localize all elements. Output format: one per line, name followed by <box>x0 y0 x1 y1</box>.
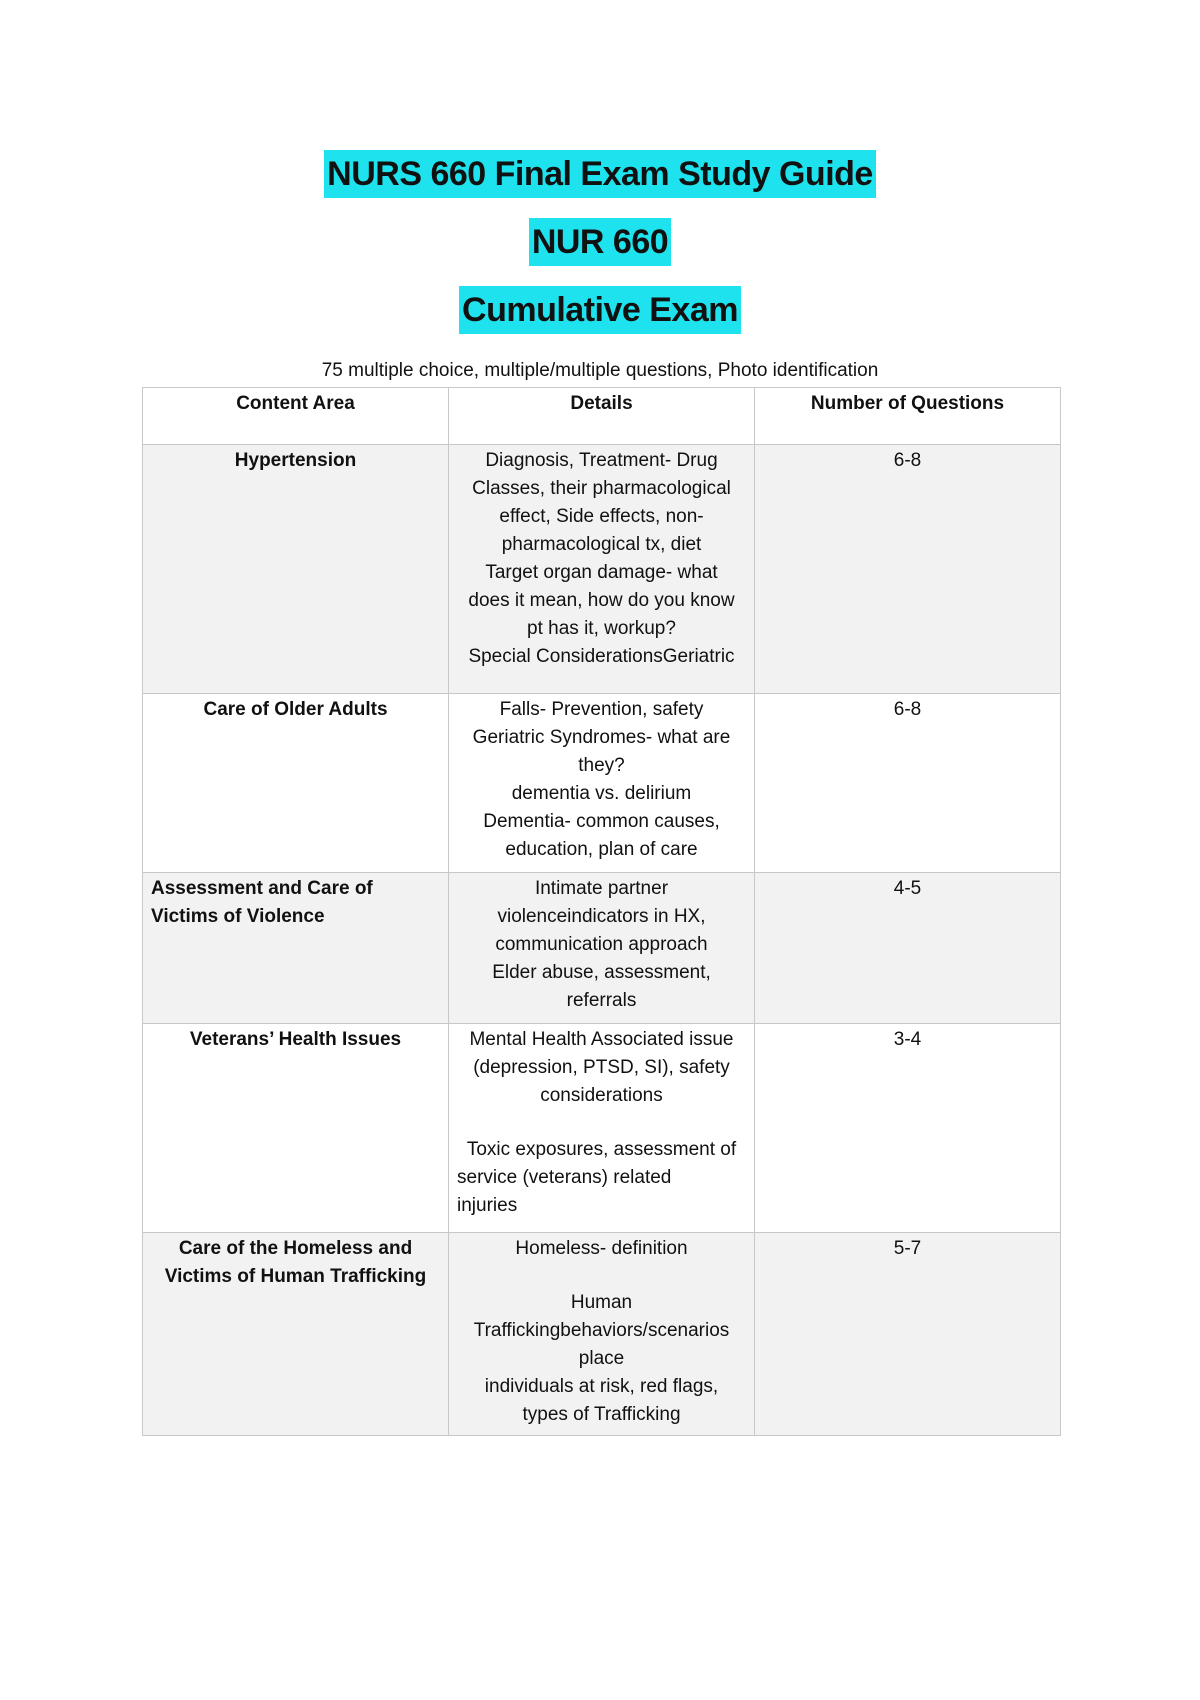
question-count-cell: 3-4 <box>755 1024 1061 1233</box>
content-area-line: Care of the Homeless and <box>178 1238 413 1259</box>
detail-line: injuries <box>457 1195 518 1216</box>
detail-line: place <box>578 1348 625 1369</box>
detail-line: Falls- Prevention, safety <box>499 699 704 720</box>
detail-line: Traffickingbehaviors/scenarios <box>473 1320 730 1341</box>
table-row <box>143 1233 1061 1436</box>
detail-line: Geriatric Syndromes- what are <box>472 727 731 748</box>
detail-line: they? <box>578 755 625 776</box>
detail-line: individuals at risk, red flags, <box>484 1376 719 1397</box>
detail-line: pharmacological tx, diet <box>501 534 702 555</box>
detail-line: types of Trafficking <box>522 1404 681 1425</box>
detail-line: referrals <box>566 990 637 1011</box>
detail-line: Homeless- definition <box>515 1238 688 1259</box>
detail-line: Elder abuse, assessment, <box>492 962 711 983</box>
detail-line: dementia vs. delirium <box>511 783 692 804</box>
detail-line: communication approach <box>495 934 708 955</box>
detail-line: violenceindicators in HX, <box>497 906 706 927</box>
detail-line: service (veterans) related <box>457 1167 672 1188</box>
detail-line: considerations <box>540 1085 663 1106</box>
content-area-cell: Care of Older Adults <box>143 694 449 873</box>
document-title: NURS 660 Final Exam Study Guide <box>324 150 876 198</box>
table-row <box>143 694 1061 873</box>
table-row <box>143 1024 1061 1233</box>
detail-line: education, plan of care <box>505 839 698 860</box>
question-count-cell: 5-7 <box>755 1233 1061 1436</box>
details-cell <box>449 873 755 1024</box>
question-count-cell: 4-5 <box>755 873 1061 1024</box>
detail-line: Classes, their pharmacological <box>472 478 731 499</box>
exam-content-table <box>142 387 1061 1436</box>
question-count-cell: 6-8 <box>755 694 1061 873</box>
detail-line: Intimate partner <box>534 878 669 899</box>
content-area-line: Victims of Violence <box>151 906 325 927</box>
content-area-cell: Veterans’ Health Issues <box>143 1024 449 1233</box>
header-details: Details <box>449 388 755 445</box>
detail-line: effect, Side effects, non- <box>499 506 704 527</box>
detail-line: (depression, PTSD, SI), safety <box>473 1057 730 1078</box>
detail-line: does it mean, how do you know <box>468 590 735 611</box>
header-content-area: Content Area <box>143 388 449 445</box>
content-area-line: Victims of Human Trafficking <box>164 1266 427 1287</box>
table-row <box>143 873 1061 1024</box>
table-header-row <box>143 388 1061 445</box>
detail-line: pt has it, workup? <box>527 618 676 639</box>
details-cell <box>449 1024 755 1233</box>
title-block <box>0 150 1200 354</box>
details-cell <box>449 1233 755 1436</box>
detail-line: Human <box>570 1292 633 1313</box>
content-area-cell <box>143 1233 449 1436</box>
course-code: NUR 660 <box>529 218 671 266</box>
exam-format-note: 75 multiple choice, multiple/multiple questions, Photo identification <box>321 360 879 381</box>
detail-line: Special ConsiderationsGeriatric <box>468 646 735 667</box>
details-cell <box>449 445 755 694</box>
detail-line: Target organ damage- what <box>485 562 718 583</box>
detail-line: Diagnosis, Treatment- Drug <box>485 450 718 471</box>
content-area-line: Assessment and Care of <box>151 878 373 899</box>
question-count-cell: 6-8 <box>755 445 1061 694</box>
spacer <box>457 1110 746 1136</box>
detail-line: Mental Health Associated issue <box>469 1029 734 1050</box>
table-row <box>143 445 1061 694</box>
content-area-cell <box>143 873 449 1024</box>
exam-name: Cumulative Exam <box>459 286 741 334</box>
detail-line: Toxic exposures, assessment of <box>466 1139 737 1160</box>
spacer <box>457 1263 746 1289</box>
content-area-cell: Hypertension <box>143 445 449 694</box>
detail-line: Dementia- common causes, <box>483 811 720 832</box>
header-number-of-questions: Number of Questions <box>755 388 1061 445</box>
details-cell <box>449 694 755 873</box>
